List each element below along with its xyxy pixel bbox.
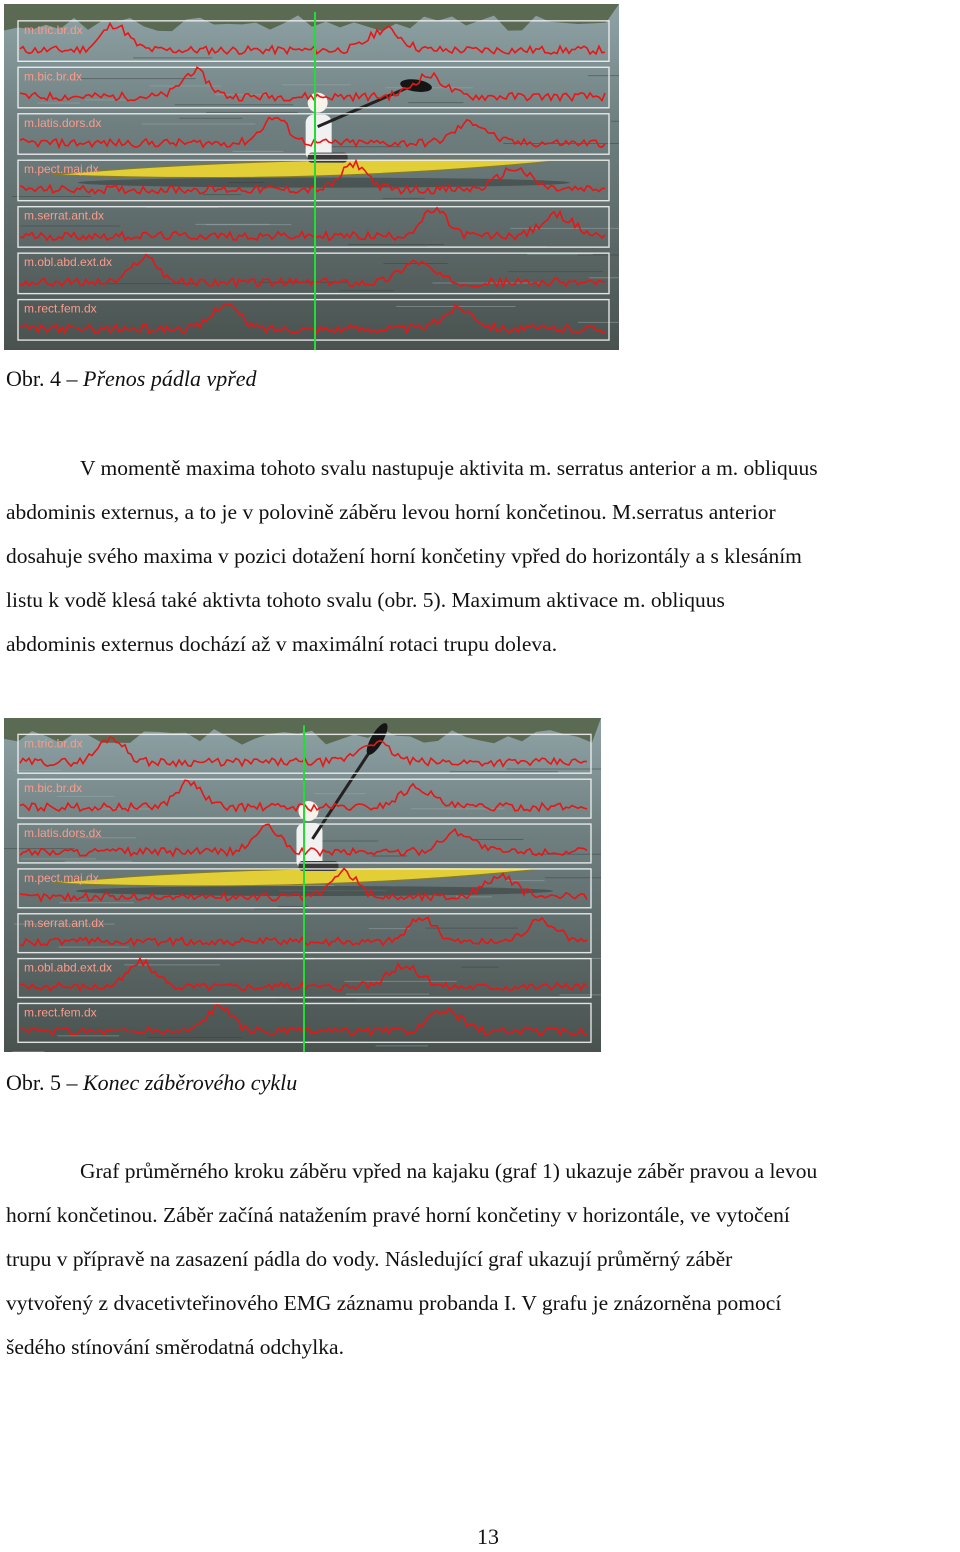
channel-label: m.obl.abd.ext.dx <box>24 255 113 270</box>
figure-4-caption <box>6 366 257 392</box>
paragraph-line: V momentě maxima tohoto svalu nastupuje aktivita m. serratus anterior a m. obliquus <box>80 456 818 480</box>
channel-label: m.serrat.ant.dx <box>24 915 105 930</box>
figure-5-number: Obr. 5 <box>6 1070 61 1095</box>
figure-5-caption <box>6 1070 297 1096</box>
figure-5-image <box>4 718 601 1052</box>
channel-label: m.pect.maj.dx <box>24 870 99 885</box>
channel-label: m.tric.br.dx <box>24 736 83 751</box>
paragraph-line: Graf průměrného kroku záběru vpřed na kajaku (graf 1) ukazuje záběr pravou a levou <box>80 1159 818 1183</box>
paragraph-line: listu k vodě klesá také aktivta tohoto svalu (obr. 5). Maximum aktivace m. obliquus <box>6 588 725 612</box>
paragraph-1 <box>6 446 960 666</box>
figure-4-image <box>4 4 619 350</box>
figure-4-title: Přenos pádla vpřed <box>83 366 257 391</box>
channel-label: m.bic.br.dx <box>24 69 83 84</box>
channel-label: m.serrat.ant.dx <box>24 208 105 223</box>
channel-label: m.rect.fem.dx <box>24 301 97 316</box>
paragraph-line: šedého stínování směrodatná odchylka. <box>6 1335 344 1359</box>
channel-label: m.latis.dors.dx <box>24 115 102 130</box>
emg-overlay-video-frame <box>4 4 619 350</box>
channel-label: m.rect.fem.dx <box>24 1005 97 1020</box>
paragraph-line: abdominis externus, a to je v polovině záběru levou horní končetinou. M.serratus anterior <box>6 500 776 524</box>
channel-label: m.latis.dors.dx <box>24 826 102 841</box>
figure-5-title: Konec záběrového cyklu <box>83 1070 298 1095</box>
figure-4-number: Obr. 4 <box>6 366 61 391</box>
channel-label: m.tric.br.dx <box>24 22 83 37</box>
paragraph-line: abdominis externus dochází až v maximální rotaci trupu doleva. <box>6 632 558 656</box>
channel-label: m.bic.br.dx <box>24 781 83 796</box>
caption-dash: – <box>66 366 78 391</box>
paragraph-line: trupu v přípravě na zasazení pádla do vody. Následující graf ukazují průměrný záběr <box>6 1247 733 1271</box>
caption-dash: – <box>66 1070 78 1095</box>
channel-label: m.obl.abd.ext.dx <box>24 960 113 975</box>
kayak-shadow <box>78 178 570 188</box>
page-number: 13 <box>477 1524 499 1549</box>
paragraph-line: horní končetinou. Záběr začíná natažením pravé horní končetiny v horizontále, ve vytočení <box>6 1203 790 1227</box>
channel-label: m.pect.maj.dx <box>24 162 99 177</box>
paragraph-line: vytvořený z dvacetivteřinového EMG záznamu probanda I. V grafu je znázorněna pomocí <box>6 1291 782 1315</box>
emg-overlay-video-frame <box>4 718 601 1052</box>
paragraph-line: dosahuje svého maxima v pozici dotažení horní končetiny vpřed do horizontály a s klesáním <box>6 544 802 568</box>
paragraph-2 <box>6 1149 960 1369</box>
